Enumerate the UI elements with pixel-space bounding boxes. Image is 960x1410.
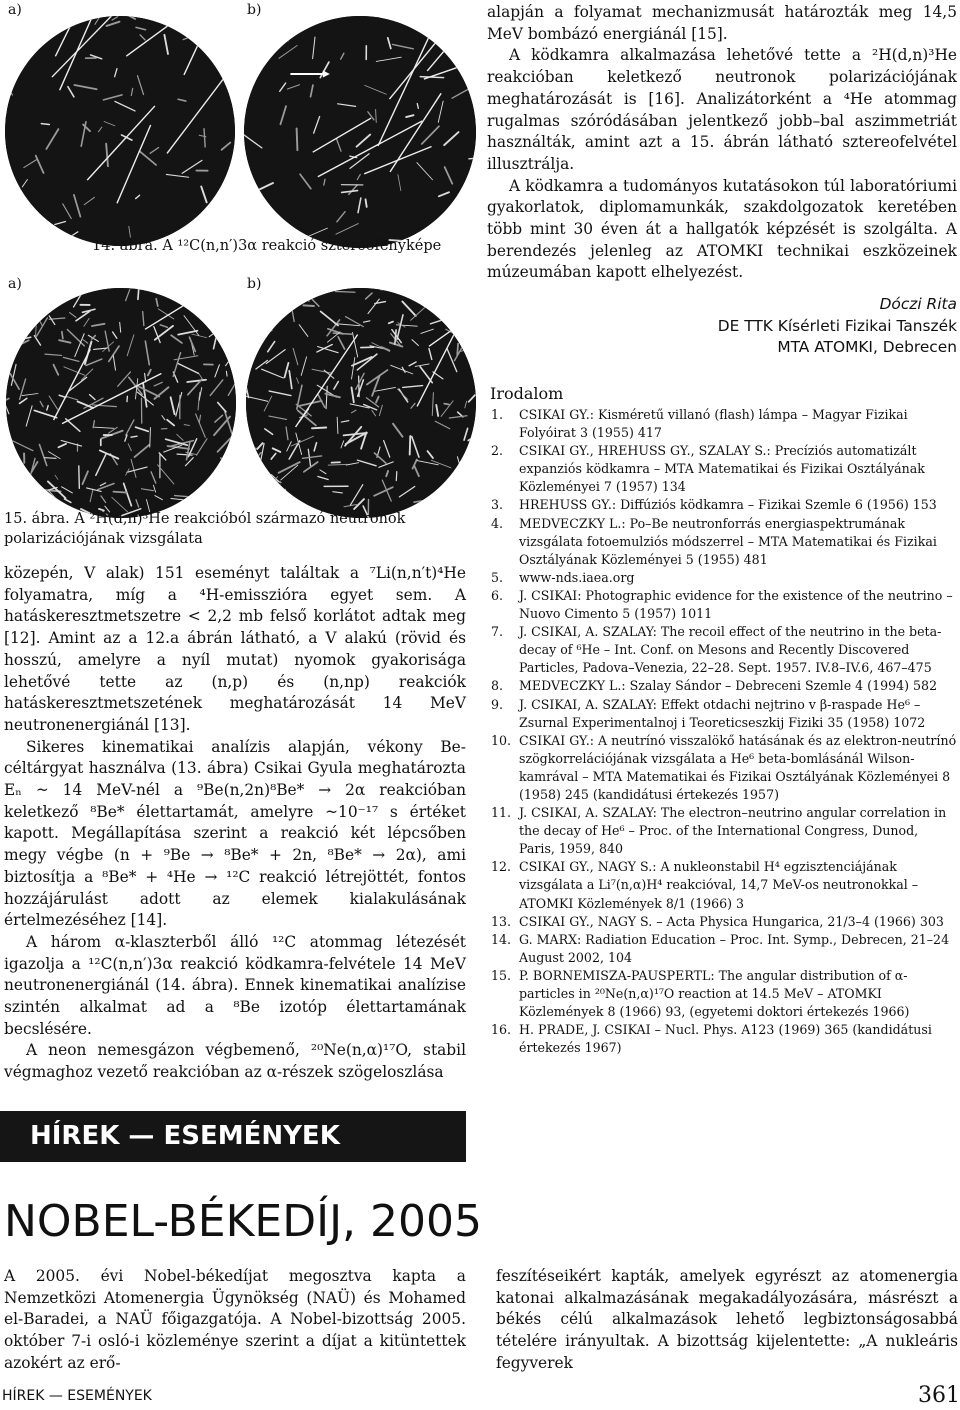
reference-number: 8. (491, 678, 504, 694)
reference-text: MEDVECZKY L.: Szalay Sándor – Debreceni Szemle 4 (1994) 582 (519, 678, 938, 694)
reference-number: 9. (491, 696, 504, 712)
reference-item (487, 569, 957, 587)
reference-number: 12. (491, 859, 512, 875)
headline: NOBEL-BÉKEDÍJ, 2005 (4, 1196, 483, 1247)
reference-item (487, 804, 957, 858)
fig15-label-a: a) (8, 276, 22, 292)
reference-text: P. BORNEMISZA-PAUSPERTL: The angular distribution of α-particles in ²⁰Ne(n,α)¹⁷O reaction at 14.5 MeV – ATOMKI Közlemények 8 (1966) 93, (egyetemi doktori értekezés 1966) (519, 967, 910, 1020)
reference-text: J. CSIKAI, A. SZALAY: The recoil effect of the neutrino in the beta-decay of ⁶He – Int. Conf. on Mesons and Recently Discovered Particles, Padova–Venezia, 22–28. Sept. 1957. IV.8–IV.6, 467–475 (519, 624, 942, 676)
left-column (4, 563, 466, 1084)
section-bar-title: HÍREK — ESEMÉNYEK (30, 1121, 340, 1151)
news-paragraph: A 2005. évi Nobel-békedíjat megosztva kapta a Nemzetközi Atomenergia Ügynökség (NAÜ) és Mohamed el-Baradei, a NAÜ főigazgatója. A Nobel-bizottság 2005. október 7-i osló-i közleménye szerint a díjat a kitüntettek azokért az erő- (4, 1267, 466, 1372)
reference-number: 7. (491, 624, 504, 640)
footer-section: HÍREK — ESEMÉNYEK (2, 1388, 152, 1404)
reference-number: 6. (491, 587, 504, 603)
reference-number: 3. (491, 497, 504, 513)
reference-number: 10. (491, 732, 512, 748)
news-left-column (4, 1266, 466, 1375)
reference-text: MEDVECZKY L.: Po–Be neutronforrás energiaspektrumának vizsgálata fotoemulziós módszerrel – MTA Matematikai és Fizikai Osztályának Közleményei 5 (1955) 481 (519, 515, 937, 567)
reference-item (487, 515, 957, 569)
references-list (487, 406, 957, 1057)
reference-text: CSIKAI GY., NAGY S.: A nukleonstabil H⁴ egzisztenciájának vizsgálata a Li⁷(n,α)H⁴ reakcióval, 14,7 MeV-os neutronokkal – ATOMKI Közlemények 8/1 (1966) 3 (519, 859, 919, 911)
reference-text: www-nds.iaea.org (519, 569, 635, 585)
section-bar (0, 1111, 466, 1162)
fig14-caption: 14. ábra. A ¹²C(n,n′)3α reakció sztereofényképe (92, 238, 442, 254)
reference-item (487, 406, 957, 442)
fig14-label-b: b) (247, 2, 262, 18)
reference-text: J. CSIKAI, A. SZALAY: Effekt otdachi nejtrino v β-raspade He⁶ – Zsurnal Experimentalnoj i Teoreticseszkij Fiziki 35 (1958) 1072 (519, 696, 926, 730)
reference-text: CSIKAI GY., HREHUSS GY., SZALAY S.: Precíziós automatizált expanziós ködkamra – MTA Matematikai és Fizikai Osztályának Közleményei 7 (1957) 134 (519, 443, 925, 495)
fig14-photo-b (244, 16, 476, 248)
references-title: Irodalom (490, 384, 564, 403)
news-paragraph: feszítéseikért kapták, amelyek egyrészt az atomenergia katonai alkalmazásának megakadályozására, másrészt a békés célú alkalmazások lehető legbiztonságosabbá tételére irányultak. A bizottság kijelentette: „A nukleáris fegyverek (496, 1267, 958, 1372)
fig15-label-b: b) (247, 276, 262, 292)
fig15-caption: 15. ábra. A ²H(d,n)³He reakcióból származó neutronok polarizációjának vizsgálata (4, 511, 406, 547)
author-name: Dóczi Rita (879, 295, 957, 313)
reference-item (487, 913, 957, 931)
right-paragraph: alapján a folyamat mechanizmusát határozták meg 14,5 MeV bombázó energiánál [15]. (487, 3, 957, 43)
reference-number: 11. (491, 805, 512, 821)
reference-item (487, 732, 957, 804)
left-paragraph: közepén, V alak) 151 eseményt találtak a ⁷Li(n,n′t)⁴He folyamatra, míg a ⁴H-emisszióra egyet sem. A hatáskeresztmetszetre < 2,2 mb felső korlátot adtak meg [12]. Amint az a 12.a ábrán látható, a V alakú (rövid és hosszú, amelyre a nyíl mutat) nyomok gyakorisága lehetővé tette az (n,p) és (n,np) reakciók hatáskeresztmetszetének meghatározását 14 MeV neutronenergiánál [13]. (4, 564, 466, 734)
left-paragraph: A három α-klaszterből álló ¹²C atommag létezését igazolja a ¹²C(n,n′)3α reakció ködkamra-felvétele 14 MeV neutronenergiánál (14. ábra). Ennek kinematikai analízise szintén alkalmat ad a ⁸Be izotóp élettartamának becslésére. (4, 932, 466, 1038)
reference-item (487, 696, 957, 732)
reference-text: CSIKAI GY.: A neutrínó visszalökő hatásának és az elektron-neutrínó szögkorrelációjának vizsgálata a He⁶ beta-bomlásánál Wilson-kamrával – MTA Matematikai és Fizikai Osztályának Közleményei 8 (1958) 245 (kandidátusi értekezés 1957) (519, 732, 957, 802)
reference-text: CSIKAI GY., NAGY S. – Acta Physica Hungarica, 21/3–4 (1966) 303 (519, 913, 944, 929)
reference-number: 13. (491, 913, 512, 929)
reference-item (487, 442, 957, 496)
reference-text: G. MARX: Radiation Education – Proc. Int. Symp., Debrecen, 21–24 August 2002, 104 (519, 931, 950, 965)
reference-item (487, 623, 957, 677)
left-paragraph: Sikeres kinematikai analízis alapján, vékony Be-céltárgyat használva (13. ábra) Csikai Gyula meghatározta Eₙ ~ 14 MeV-nél a ⁹Be(n,2n)⁸Be* → 2α reakcióban keletkező ⁸Be* élettartamát, amelyre ~10⁻¹⁷ s értéket kapott. Megállapítása szerint a reakció két lépcsőben megy végbe (n + ⁹Be → ⁸Be* + 2n, ⁸Be* → 2α), ami biztosítja a ⁸Be* + ⁴He → ¹²C reakció létrejöttét, fontos hozzájárulást adott az elemek kialakulásának értelmezéséhez [14]. (4, 737, 466, 930)
reference-text: H. PRADE, J. CSIKAI – Nucl. Phys. A123 (1969) 365 (kandidátusi értekezés 1967) (519, 1022, 932, 1056)
fig15-photo-b (246, 288, 476, 518)
reference-number: 2. (491, 443, 504, 459)
reference-item (487, 677, 957, 695)
author-block (487, 294, 957, 359)
fig14-photo-a (5, 16, 235, 246)
author-affiliation: MTA ATOMKI, Debrecen (777, 338, 957, 356)
reference-number: 4. (491, 515, 504, 531)
reference-number: 14. (491, 931, 512, 947)
right-column (487, 2, 957, 284)
reference-item (487, 858, 957, 912)
reference-item (487, 1021, 957, 1057)
page-number: 361 (918, 1383, 960, 1408)
fig14-label-a: a) (8, 2, 22, 18)
reference-number: 15. (491, 967, 512, 983)
reference-number: 5. (491, 569, 504, 585)
reference-text: J. CSIKAI, A. SZALAY: The electron–neutrino angular correlation in the decay of He⁶ – Proc. of the International Congress, Dunod, Paris, 1959, 840 (519, 805, 947, 857)
reference-text: J. CSIKAI: Photographic evidence for the existence of the neutrino – Nuovo Cimento 5 (1957) 1011 (519, 587, 953, 622)
reference-item (487, 967, 957, 1021)
reference-item (487, 931, 957, 967)
left-paragraph: A neon nemesgázon végbemenő, ²⁰Ne(n,α)¹⁷O, stabil végmaghoz vezető reakcióban az α-részek szögeloszlása (4, 1041, 466, 1082)
news-right-column (496, 1266, 958, 1375)
author-affiliation: DE TTK Kísérleti Fizikai Tanszék (717, 316, 957, 335)
reference-text: HREHUSS GY.: Diffúziós ködkamra – Fizikai Szemle 6 (1956) 153 (519, 497, 937, 513)
reference-number: 1. (491, 407, 504, 422)
reference-text: CSIKAI GY.: Kisméretű villanó (flash) lámpa – Magyar Fizikai Folyóirat 3 (1955) 417 (519, 407, 908, 441)
right-paragraph: A ködkamra alkalmazása lehetővé tette a ²H(d,n)³He reakcióban keletkező neutronok polarizációjának meghatározását is [16]. Analizátorként a ⁴He atommag rugalmas szóródásában jelentkező jobb–bal aszimmetriát használták, amint azt a 15. ábrán látható sztereofelvétel illusztrálja. (487, 46, 957, 173)
fig15-photo-a (6, 288, 236, 518)
right-paragraph: A ködkamra a tudományos kutatásokon túl laboratóriumi gyakorlatok, diplomamunkák, szakdolgozatok keretében több mint 30 éven át a hallgatók képzését is szolgálta. A berendezés jelenleg az ATOMKI technikai eszközeinek múzeumában kapott elhelyezést. (487, 176, 957, 282)
reference-number: 16. (491, 1022, 512, 1038)
reference-item (487, 587, 957, 623)
reference-item (487, 496, 957, 514)
